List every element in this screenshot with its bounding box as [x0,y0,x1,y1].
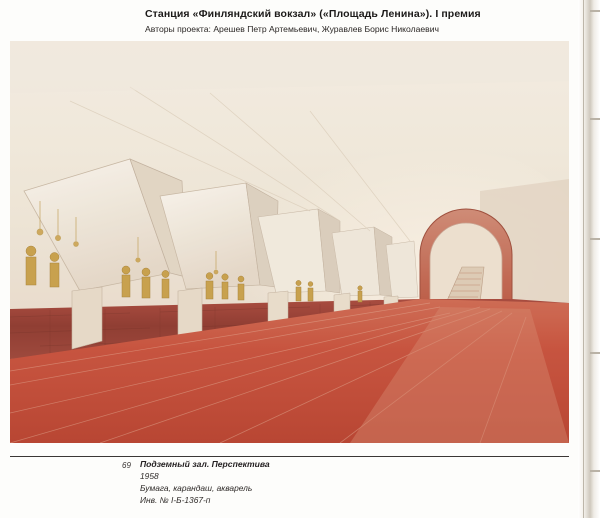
caption-year: 1958 [140,471,159,481]
page-edge-mark [590,118,600,120]
page-edge-line [583,0,584,518]
perspective-drawing [10,41,569,443]
page-edge-mark [590,10,600,12]
figure-caption [10,458,569,506]
page-header [145,8,565,35]
page-edge [578,0,600,518]
caption-inventory: Инв. № I-Б-1367-п [140,495,211,505]
page-subtitle: Авторы проекта: Арешев Петр Артемьевич, Журавлев Борис Николаевич [145,24,439,34]
illustration-plate [10,41,569,443]
page-edge-mark [590,352,600,354]
page-title: Станция «Финляндский вокзал» («Площадь Ленина»). I премия [145,8,481,20]
caption-title: Подземный зал. Перспектива [140,459,270,469]
caption-rule [10,456,569,457]
page-edge-mark [590,238,600,240]
page-edge-mark [590,470,600,472]
figure-number: 69 [122,461,131,470]
caption-medium: Бумага, карандаш, акварель [140,483,253,493]
